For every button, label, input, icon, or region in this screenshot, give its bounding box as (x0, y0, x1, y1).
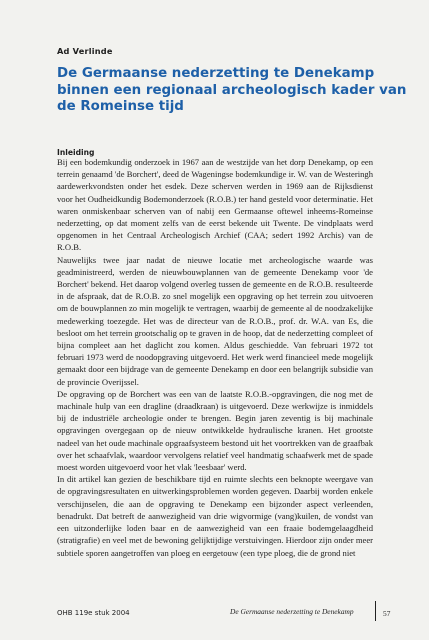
body-paragraph: De opgraving op de Borchert was een van de laatste R.O.B.-opgravingen, die nog met de machinale hulp van een dragline (draadkraan) is uitgevoerd. Deze werkwijze is inmiddels bij de industriële archeologie onder te brengen. Begin jaren zeventig is bij machinale opgravingen overgegaan op de nieuw ontwikkelde hydraulische kranen. Het grootste nadeel van het oude machinale opgraafsysteem bestond uit het voortrekken van de graafbak over het schaafvlak, waardoor vervolgens relatief veel handmatig schaafwerk met de spade moest worden uitgevoerd voor het vlak 'leesbaar' werd. (57, 388, 373, 473)
footer-running-title: De Germaanse nederzetting te Denekamp (230, 607, 354, 616)
page-number: 57 (383, 609, 391, 618)
author-name: Ad Verlinde (57, 46, 113, 56)
body-paragraph: In dit artikel kan gezien de beschikbare tijd en ruimte slechts een beknopte weergave van de opgravingsresultaten en uitwerkingsproblemen worden gegeven. Daarbij worden enkele verschijnselen, die aan de opgraving te Denekamp een bijzonder aspect verleenden, benadrukt. Dat betreft de aanwezigheid van drie wigvormige (vang)kuilen, de vondst van een uitzonderlijke loden baar en de aanwezigheid van een fraaie bodemgelaagdheid (stratigrafie) en veel met de bewoning gelijktijdige verstuivingen. Hierdoor zijn onder meer subtiele sporen aangetroffen van ploeg en eergetouw (een type ploeg, die de grond niet (57, 474, 373, 558)
article-title: De Germaanse nederzetting te Denekamp binnen een regionaal archeologisch kader van de Romeinse tijd (57, 66, 407, 114)
section-heading: Inleiding (57, 148, 95, 157)
body-paragraph: Bij een bodemkundig onderzoek in 1967 aan de westzijde van het dorp Denekamp, op een terrein genaamd 'de Borchert', deed de Wageningse bodemkundige ir. W. van de Westeringh aardewerkvondsten onder het esdek. Deze scherven werden in 1969 aan de Rijksdienst voor het Oudheidkundig Bodemonderzoek (R.O.B.) ter hand gesteld voor determinatie. Het waren onmiskenbaar scherven van of nabij een Germaanse oftewel inheems-Romeinse nederzetting, op dat moment zelfs van de eerst bekende uit Twente. De vindplaats werd opgenomen in het Centraal Archeologisch Archief (CAA; sedert 1992 Archis) van de R.O.B. (57, 157, 373, 253)
article-body (57, 156, 373, 559)
body-paragraph: Nauwelijks twee jaar nadat de nieuwe locatie met archeologische waarde was geadministreerd, werden de nieuwbouwplannen van de gemeente Denekamp voor 'de Borchert' bekend. Het daarop volgend overleg tussen de gemeente en de R.O.B. resulteerde in de afspraak, dat de R.O.B. zo snel mogelijk een opgraving op het terrein zou uitvoeren om de bouwplannen zo min mogelijk te vertragen, waarbij de gemeente al de noodzakelijke medewerking toezegde. Het was de directeur van de R.O.B., prof. dr. W.A. van Es, die besloot om het terrein grootschalig op te graven in de hoop, dat de nederzetting compleet of bijna compleet aan het daglicht zou komen. Aldus geschiedde. Van februari 1972 tot februari 1973 werd de noodopgraving uitgevoerd. Het werk werd financieel mede mogelijk gemaakt door een bijdrage van de gemeente Denekamp en door een belangrijk subsidie van de provincie Overijssel. (57, 254, 373, 387)
footer-divider (375, 601, 376, 621)
footer-journal: OHB 119e stuk 2004 (57, 609, 130, 617)
